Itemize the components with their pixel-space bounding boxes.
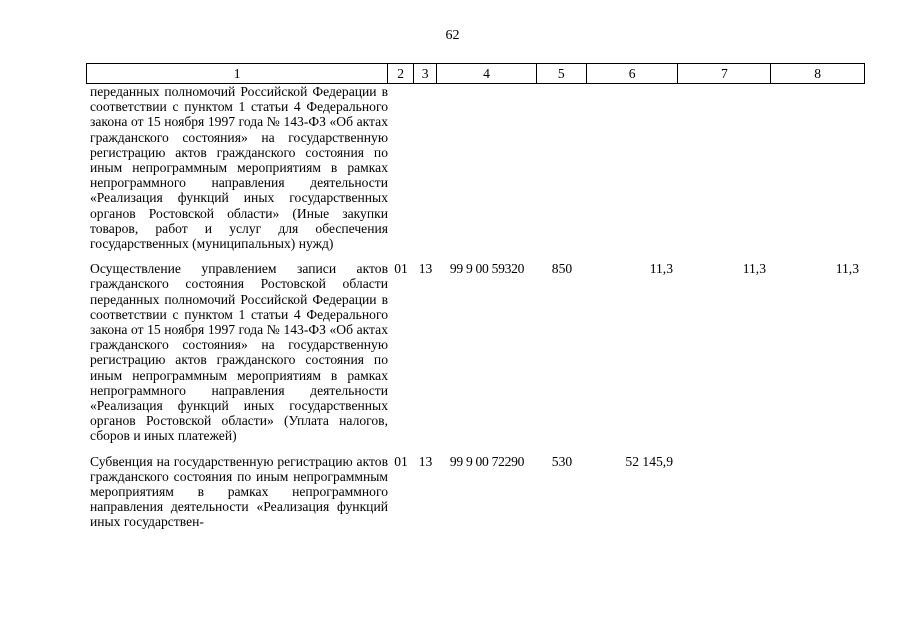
header-col-5: 5 [537,64,587,83]
row-description: Субвенция на государственную регистрацию актов гражданского состояния по иным непрограммным мероприятиям в рамках непрограммного направления деятельности «Реализация функций иных государствен- [90,453,388,530]
header-col-1: 1 [87,64,388,83]
header-col-7: 7 [678,64,771,83]
row-expense-type: 850 [551,261,573,277]
header-col-3: 3 [414,64,437,83]
row-subsection: 13 [418,261,433,277]
row-section: 01 [394,453,408,469]
header-col-6: 6 [587,64,679,83]
row-amount-1: 11,3 [649,261,673,277]
row-description: переданных полномочий Российской Федерации в соответствии с пунктом 1 статьи 4 Федерального закона от 15 ноября 1997 года № 143-ФЗ «Об актах гражданского состояния» на государственную регистрацию актов гражданского состояния по иным непрограммным мероприятиям в рамках непрограммного направления деятельности «Реализация функций иных государственных органов Ростовской области» (Иные закупки товаров, работ и услуг для обеспечения государственных (муниципальных) нужд) [90,84,388,252]
table-body [86,84,865,530]
table-row [86,454,865,530]
row-description: Осуществление управлением записи актов гражданского состояния Ростовской области переданных полномочий Российской Федерации в соответствии с пунктом 1 статьи 4 Федерального закона от 15 ноября 1997 года № 143-ФЗ «Об актах гражданского состояния» на государственную регистрацию актов гражданского состояния по иным непрограммным мероприятиям в рамках непрограммного направления деятельности «Реализация функций иных государственных органов Ростовской области» (Уплата налогов, сборов и иных платежей) [90,261,388,444]
header-col-4: 4 [437,64,537,83]
page-number: 62 [445,28,460,43]
row-target-article: 99 9 00 59320 [449,261,525,277]
table-row [86,84,865,251]
row-section: 01 [394,261,408,277]
row-amount-2: 11,3 [742,261,766,277]
row-amount-1: 52 145,9 [625,453,673,469]
row-target-article: 99 9 00 72290 [449,453,525,469]
row-subsection: 13 [418,453,433,469]
header-col-8: 8 [814,65,822,81]
table-row [86,261,865,443]
row-expense-type: 530 [551,453,573,469]
table-header [86,63,865,84]
header-col-2: 2 [388,64,414,83]
row-amount-3: 11,3 [835,261,859,277]
